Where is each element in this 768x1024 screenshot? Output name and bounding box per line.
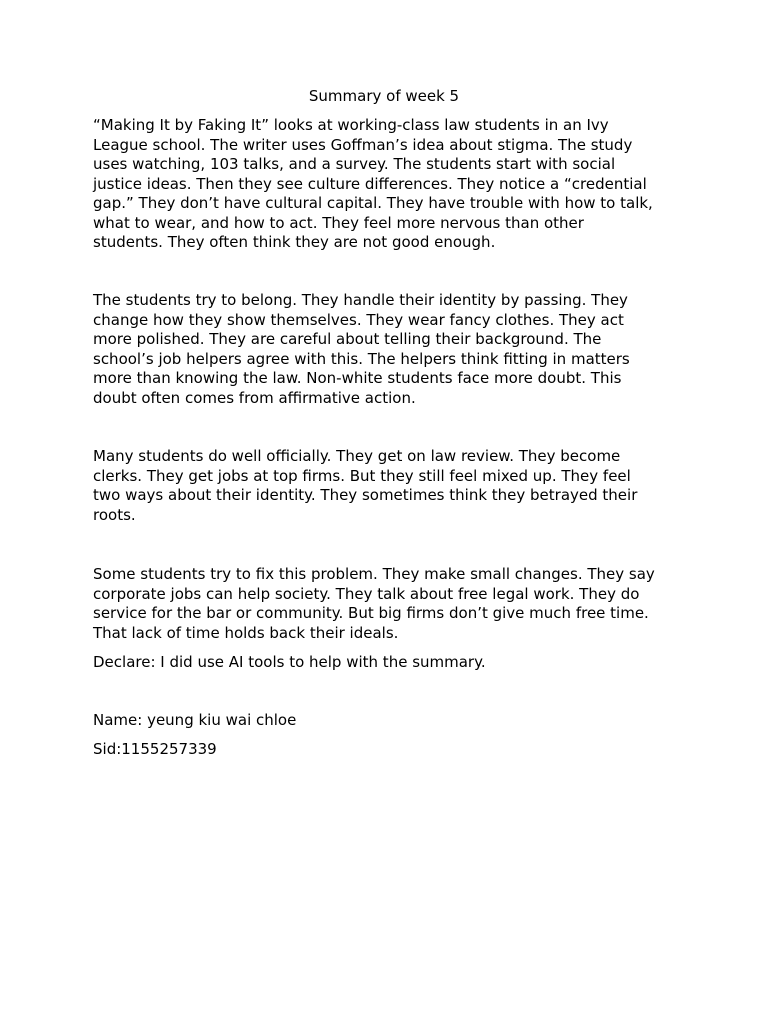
student-id: Sid:1155257339	[93, 740, 217, 758]
student-name: Name: yeung kiu wai chloe	[93, 711, 297, 729]
summary-paragraph-1: “Making It by Faking It” looks at working-class law students in an Ivy League school. The writer uses Goffman’s idea about stigma. The study uses watching, 103 talks, and a survey. The students start with social justice ideas. Then they see culture differences. They notice a “credential gap.” They don’t have cultural capital. They have trouble with how to talk, what to wear, and how to act. They feel more nervous than other students. They often think they are not good enough.	[93, 116, 653, 251]
summary-paragraph-2: The students try to belong. They handle their identity by passing. They change how they show themselves. They wear fancy clothes. They act more polished. They are careful about telling their background. The school’s job helpers agree with this. The helpers think fitting in matters more than knowing the law. Non-white students face more doubt. This doubt often comes from affirmative action.	[93, 291, 630, 407]
ai-declaration: Declare: I did use AI tools to help with the summary.	[93, 653, 486, 671]
document-title: Summary of week 5	[308, 87, 460, 105]
summary-paragraph-4: Some students try to fix this problem. They make small changes. They say corporate jobs can help society. They talk about free legal work. They do service for the bar or community. But big firms don’t give much free time. That lack of time holds back their ideals.	[93, 565, 655, 642]
summary-paragraph-3: Many students do well officially. They get on law review. They become clerks. They get jobs at top firms. But they still feel mixed up. They feel two ways about their identity. They sometimes think they betrayed their roots.	[93, 447, 638, 524]
